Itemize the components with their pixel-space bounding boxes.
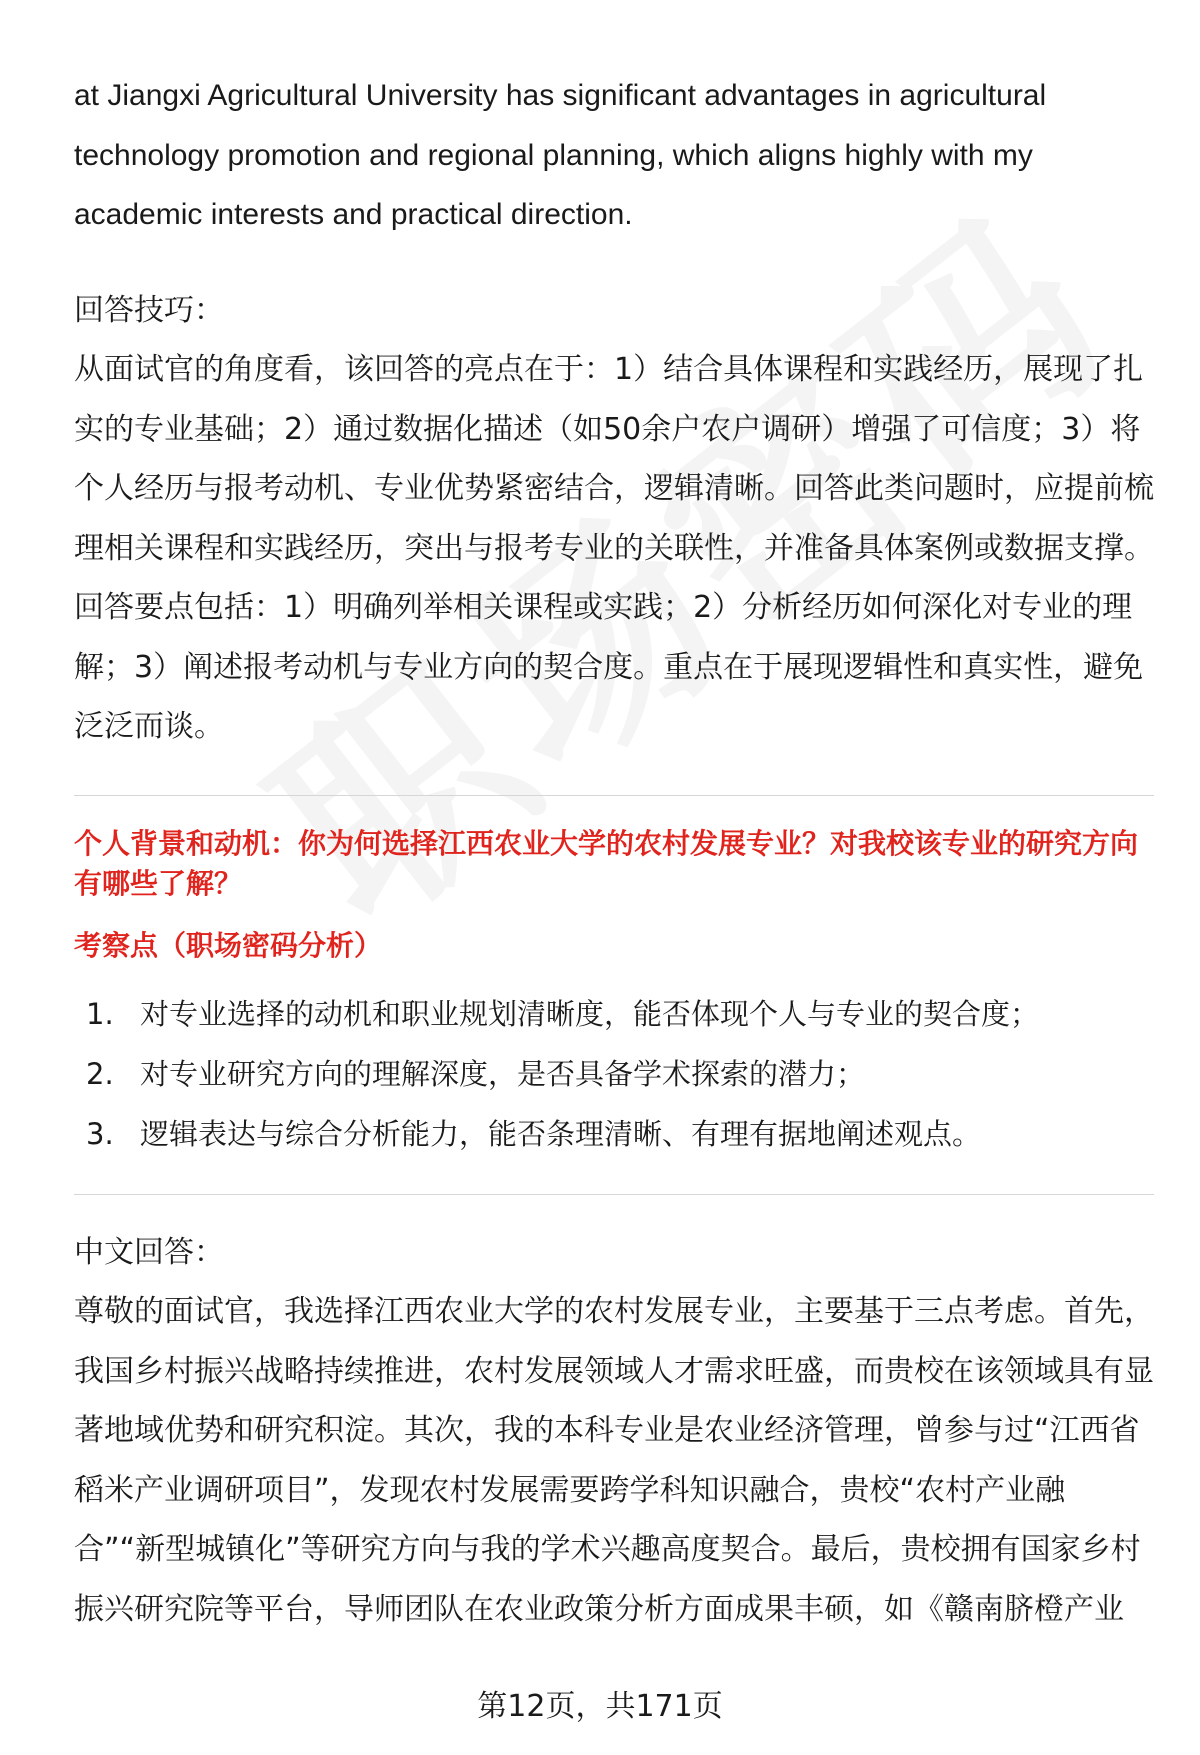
list-item-number: 3. bbox=[86, 1116, 114, 1151]
page-number-footer: 第12页，共171页 bbox=[477, 1689, 723, 1724]
question-heading: 个人背景和动机：你为何选择江西农业大学的农村发展专业？对我校该专业的研究方向有哪些了解？ bbox=[74, 826, 1139, 900]
spacer bbox=[74, 966, 1154, 984]
list-item-text: 逻辑表达与综合分析能力，能否条理清晰、有理有据地阐述观点。 bbox=[140, 1116, 982, 1151]
assessment-points bbox=[74, 984, 1154, 1164]
chinese-answer-body: 尊敬的面试官，我选择江西农业大学的农村发展专业，主要基于三点考虑。首先，我国乡村振兴战略持续推进，农村发展领域人才需求旺盛，而贵校在该领域具有显著地域优势和研究积淀。其次，我的本科专业是农业经济管理，曾参与过“江西省稻米产业调研项目”，发现农村发展需要跨学科知识融合，贵校“农村产业融合”“新型城镇化”等研究方向与我的学术兴趣高度契合。最后，贵校拥有国家乡村振兴研究院等平台，导师团队在农业政策分析方面成果丰硕，如《赣南脐橙产业 bbox=[74, 1294, 1154, 1627]
chinese-answer-label: 中文回答： bbox=[74, 1234, 224, 1270]
document-page bbox=[74, 66, 1154, 1639]
list-item bbox=[74, 1104, 1154, 1164]
list-item-text: 对专业研究方向的理解深度，是否具备学术探索的潜力； bbox=[140, 1056, 866, 1091]
spacer bbox=[74, 1195, 1154, 1223]
list-item-number: 2. bbox=[86, 1056, 114, 1091]
spacer bbox=[74, 796, 1154, 824]
assessment-title: 考察点（职场密码分析） bbox=[74, 928, 383, 962]
tips-label: 回答技巧： bbox=[74, 292, 224, 328]
list-item-text: 对专业选择的动机和职业规划清晰度，能否体现个人与专业的契合度； bbox=[140, 996, 1040, 1031]
spacer bbox=[74, 1164, 1154, 1194]
list-item-number: 1. bbox=[86, 996, 114, 1031]
tips-body: 从面试官的角度看，该回答的亮点在于：1）结合具体课程和实践经历，展现了扎实的专业基础；2）通过数据化描述（如50余户农户调研）增强了可信度；3）将个人经历与报考动机、专业优势紧密结合，逻辑清晰。回答此类问题时，应提前梳理相关课程和实践经历，突出与报考专业的关联性，并准备具体案例或数据支撑。回答要点包括：1）明确列举相关课程或实践；2）分析经历如何深化对专业的理解；3）阐述报考动机与专业方向的契合度。重点在于展现逻辑性和真实性，避免泛泛而谈。 bbox=[74, 352, 1154, 744]
spacer bbox=[74, 757, 1154, 795]
list-item bbox=[74, 1044, 1154, 1104]
list-item bbox=[74, 984, 1154, 1044]
spacer bbox=[74, 904, 1154, 926]
spacer bbox=[74, 245, 1154, 281]
english-answer-tail: at Jiangxi Agricultural University has significant advantages in agricultural technology promotion and regional planning, which aligns highly with my academic interests and practical direction. bbox=[74, 79, 1047, 231]
